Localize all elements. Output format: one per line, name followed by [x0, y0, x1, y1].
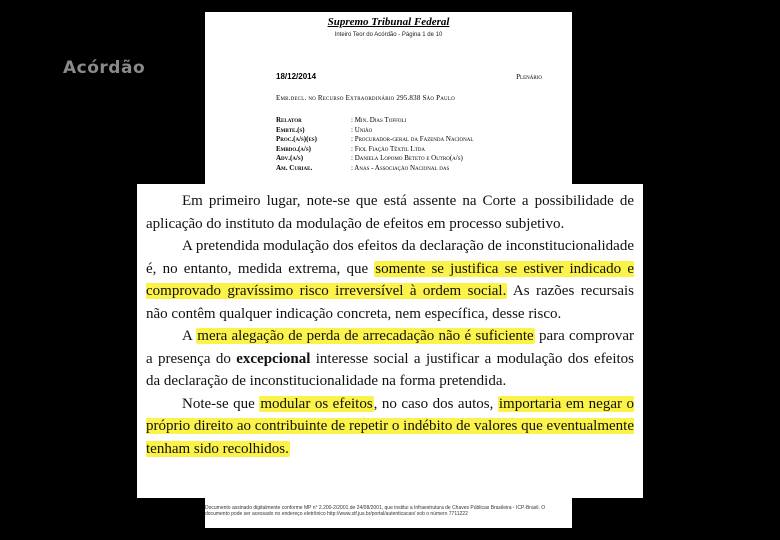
excerpt-paragraph-2	[146, 235, 634, 325]
party-row	[276, 154, 546, 164]
party-role: Embte.(s)	[276, 125, 305, 134]
party-role: Embdo.(a/s)	[276, 144, 311, 153]
highlighted-text: importaria em negar o próprio direito ao contribuinte de repetir o indébito de valores que eventualmente tenham sido recolhidos.	[146, 395, 634, 457]
bold-text: excepcional	[236, 350, 311, 367]
party-name: : Procurador-geral da Fazenda Nacional	[351, 135, 474, 143]
excerpt-text: Note-se que	[182, 395, 260, 412]
party-role: Adv.(a/s)	[276, 154, 304, 162]
party-name: : Min. Dias Toffoli	[351, 116, 407, 124]
excerpt-text: , no caso dos autos,	[373, 395, 498, 412]
party-role: Am. Curiae.	[276, 163, 313, 172]
page-info: Inteiro Teor do Acórdão - Página 1 de 10	[334, 32, 443, 38]
case-title: Emb.decl. no Recurso Extraordinário 295.838 São Paulo	[276, 94, 455, 102]
highlighted-text: modular os efeitos	[260, 395, 373, 412]
parties-table	[276, 116, 546, 173]
excerpt-text: A	[182, 328, 197, 344]
excerpt-text: interesse social a justificar a modulação dos efeitos da declaração de inconstitucionalidade na forma pretendida.	[146, 350, 634, 389]
party-name: : Anas - Associação Nacional das	[351, 163, 450, 172]
party-role: Relator	[276, 116, 302, 124]
party-row	[276, 145, 546, 155]
signature-footer: Documento assinado digitalmente conforme MP n° 2.200-2/2001 de 24/08/2001, que institui a Infraestrutura de Chaves Públicas Brasileira - ICP-Brasil. O documento pode ser acessado no endereço eletrônico http://www.stf.jus.br/portal/autenticacao/ sob o número 7711222	[205, 505, 546, 517]
excerpt-paragraph-4	[146, 393, 634, 461]
party-row	[276, 135, 546, 145]
party-row	[276, 164, 546, 174]
highlighted-text: mera alegação de perda de arrecadação não é suficiente	[197, 328, 534, 344]
excerpt-text: As razões recursais não contêm qualquer indicação concreta, nem específica, desse risco.	[146, 283, 634, 322]
highlighted-excerpt	[137, 184, 643, 498]
party-name: : Fiol Fiação Têxtil Ltda	[351, 144, 426, 153]
excerpt-paragraph-3	[146, 325, 634, 393]
party-role: Proc.(a/s)(es)	[276, 135, 317, 143]
highlighted-text: somente se justifica se estiver indicado e comprovado gravíssimo risco irreversível à ordem social.	[146, 260, 635, 299]
slide-title: Acórdão	[63, 58, 146, 78]
excerpt-text: para comprovar a presença do	[146, 328, 634, 367]
judgment-date: 18/12/2014	[276, 72, 317, 81]
excerpt-text: Em primeiro lugar, note-se que está assente na Corte a possibilidade de aplicação do instituto da modulação de efeitos em processo subjetivo.	[146, 193, 634, 232]
party-name: : Daniela Lopomo Beteto e Outro(a/s)	[351, 154, 463, 162]
excerpt-paragraph-1	[146, 190, 634, 235]
session-label: Plenário	[516, 73, 542, 81]
party-name: : União	[351, 125, 373, 134]
party-row	[276, 126, 546, 136]
excerpt-text: A pretendida modulação dos efeitos da declaração de inconstitucionalidade é, no entanto, medida extrema, que	[146, 238, 634, 277]
party-row	[276, 116, 546, 126]
court-header: Supremo Tribunal Federal	[327, 16, 450, 28]
